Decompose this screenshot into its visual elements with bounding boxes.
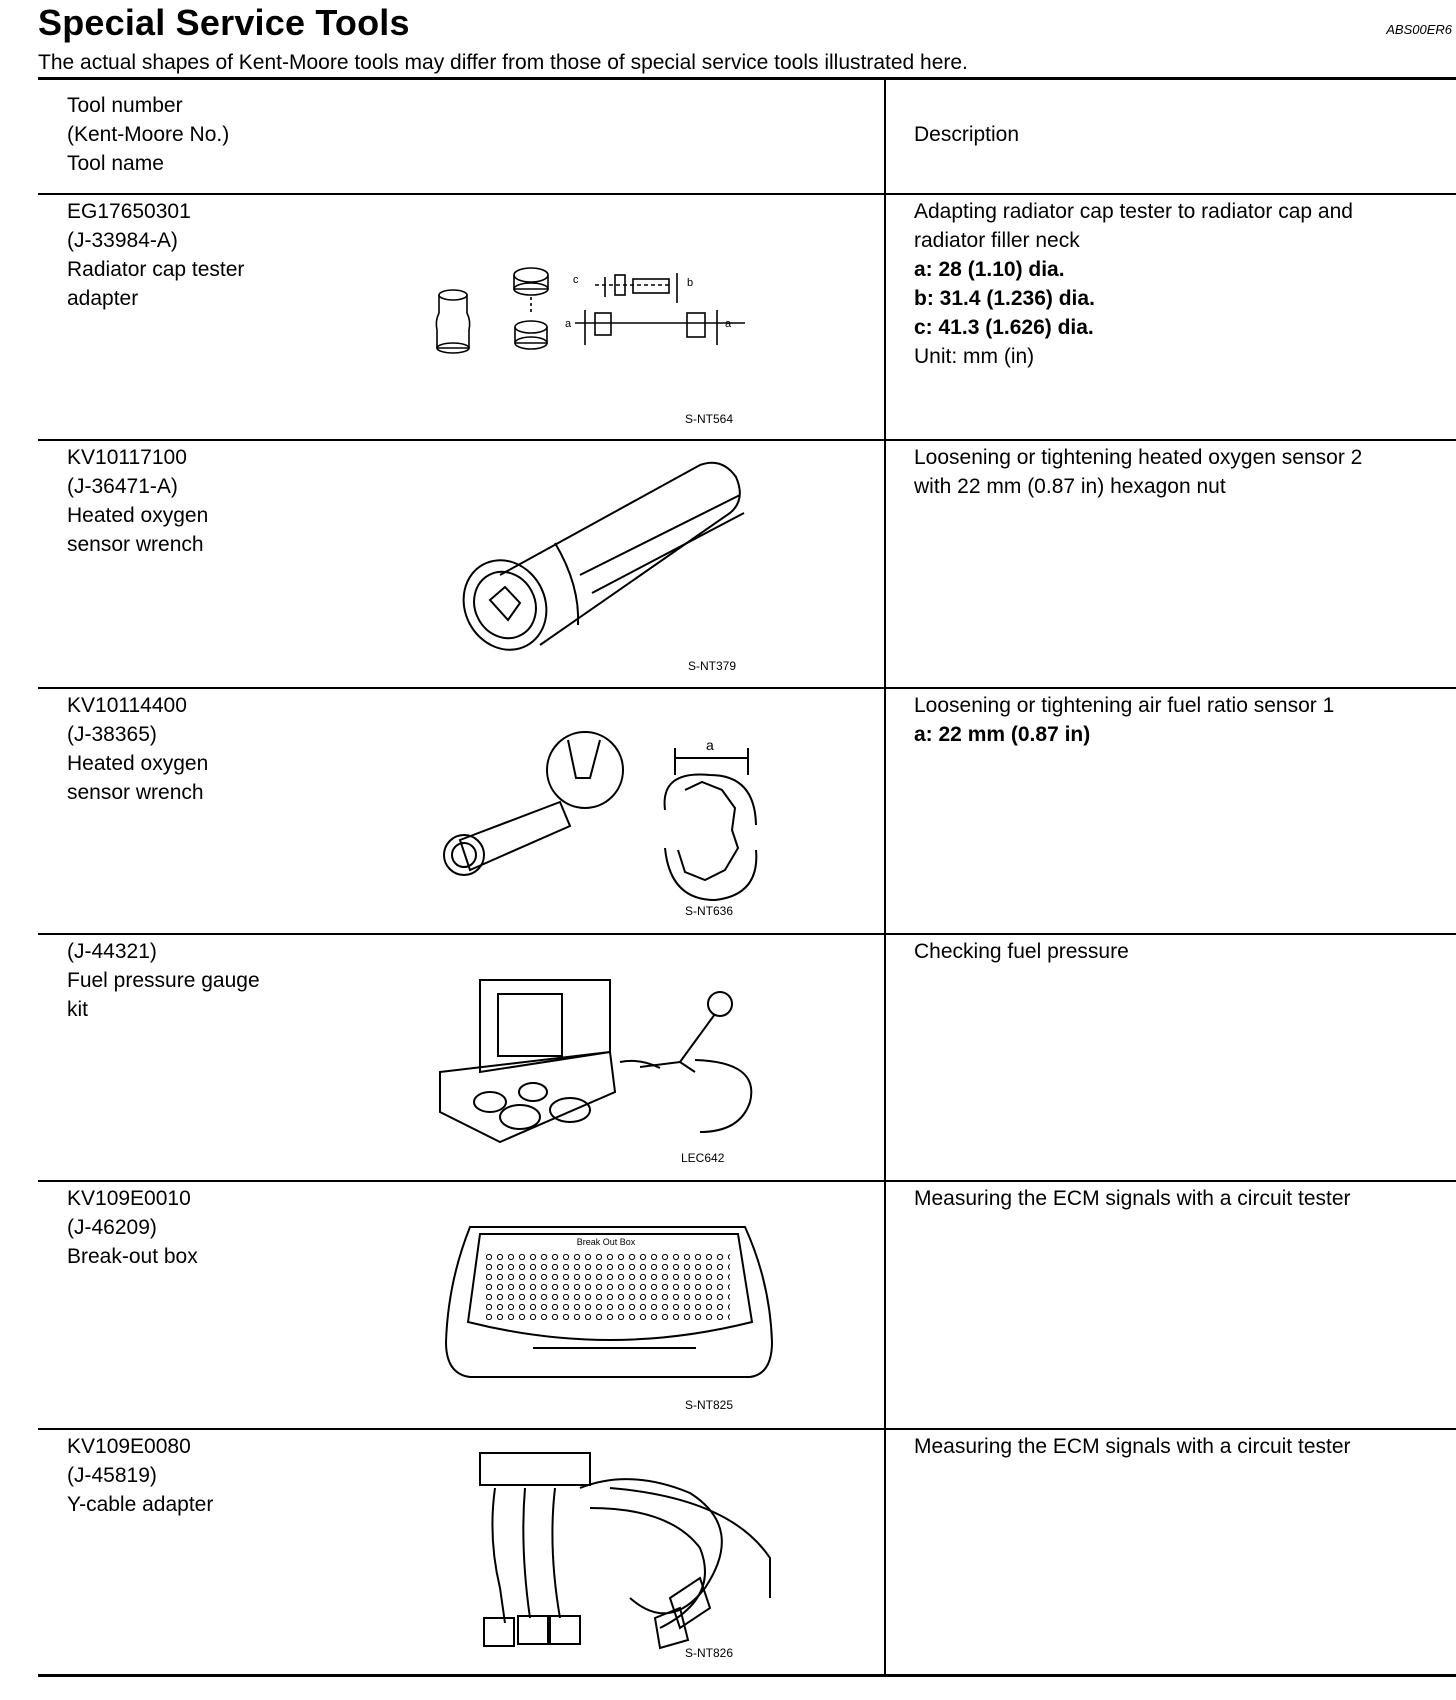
description-cell-row-2 <box>914 443 1444 501</box>
bottom-rule <box>38 1674 1456 1677</box>
description-line: Measuring the ECM signals with a circuit tester <box>914 1187 1351 1210</box>
tool-cell-row-3 <box>67 691 208 807</box>
row-divider <box>38 1428 1456 1430</box>
description-line: Loosening or tightening air fuel ratio sensor 1 <box>914 694 1335 717</box>
tool-number: KV109E0080 <box>67 1435 191 1458</box>
kent-moore-number: (J-36471-A) <box>67 475 178 498</box>
flare-nut-wrench-icon <box>440 730 780 910</box>
tool-name-line: Fuel pressure gauge <box>67 969 260 992</box>
description-cell-row-5 <box>914 1184 1444 1213</box>
tool-number: EG17650301 <box>67 200 191 223</box>
tool-cell-row-6 <box>67 1432 213 1519</box>
kent-moore-number: (J-46209) <box>67 1216 157 1239</box>
tool-number: KV10117100 <box>67 446 187 469</box>
header-tool-cell <box>67 91 229 178</box>
figure-label: S-NT379 <box>688 659 737 673</box>
figure-label: S-NT826 <box>685 1646 734 1660</box>
y-cable-adapter-icon <box>470 1448 790 1658</box>
description-cell-row-4 <box>914 937 1444 966</box>
tool-name-line: Break-out box <box>67 1245 198 1268</box>
box-caption: Break Out Box <box>576 1237 636 1247</box>
row-divider <box>38 1180 1456 1182</box>
figure-label: LEC642 <box>681 1151 725 1165</box>
column-divider <box>884 80 886 1674</box>
description-line: Measuring the ECM signals with a circuit tester <box>914 1435 1351 1458</box>
row-divider <box>38 933 1456 935</box>
tool-name-line: adapter <box>67 287 139 310</box>
row-divider <box>38 687 1456 689</box>
description-cell-row-6 <box>914 1432 1444 1461</box>
description-line: with 22 mm (0.87 in) hexagon nut <box>914 475 1226 498</box>
row-divider <box>38 439 1456 441</box>
row-divider <box>38 193 1456 195</box>
description-cell-row-3 <box>914 691 1444 749</box>
dim-label-b: b <box>687 277 694 289</box>
description-line: Adapting radiator cap tester to radiator cap and <box>914 200 1353 223</box>
header-tool-name: Tool name <box>67 152 164 175</box>
description-line: radiator filler neck <box>914 229 1080 252</box>
tool-name-line: Y-cable adapter <box>67 1493 214 1516</box>
figure-label: S-NT564 <box>685 412 734 426</box>
document-id: ABS00ER6 <box>1386 22 1452 37</box>
tool-name-line: Heated oxygen <box>67 504 209 527</box>
figure-label: S-NT636 <box>685 904 734 918</box>
unit-note: Unit: mm (in) <box>914 345 1035 368</box>
tool-number: KV10114400 <box>67 694 187 717</box>
page-title: Special Service Tools <box>38 2 410 43</box>
tool-name-line: sensor wrench <box>67 781 204 804</box>
tool-name-line: kit <box>67 998 88 1021</box>
tool-name-line: Heated oxygen <box>67 752 209 775</box>
tool-cell-row-1 <box>67 197 244 313</box>
socket-wrench-icon <box>460 455 770 660</box>
tool-number: KV109E0010 <box>67 1187 191 1210</box>
dimension-b: b: 31.4 (1.236) dia. <box>914 287 1095 310</box>
tool-cell-row-4 <box>67 937 260 1024</box>
header-kent-moore: (Kent-Moore No.) <box>67 123 230 146</box>
radiator-cap-tester-adapter-icon <box>425 255 785 385</box>
dimension-a: a: 28 (1.10) dia. <box>914 258 1065 281</box>
top-rule <box>38 77 1456 80</box>
header-description: Description <box>914 123 1020 146</box>
tool-name-line: Radiator cap tester <box>67 258 245 281</box>
figure-label: S-NT825 <box>685 1398 734 1412</box>
dimension-c: c: 41.3 (1.626) dia. <box>914 316 1094 339</box>
header-tool-number: Tool number <box>67 94 183 117</box>
break-out-box-icon <box>440 1222 780 1382</box>
dim-label-a: a <box>565 318 572 330</box>
tool-name-line: sensor wrench <box>67 533 204 556</box>
dim-label-a: a <box>706 737 714 753</box>
tool-cell-row-5 <box>67 1184 198 1271</box>
description-line: Loosening or tightening heated oxygen sensor 2 <box>914 446 1363 469</box>
dimension-a: a: 22 mm (0.87 in) <box>914 723 1091 746</box>
kent-moore-number: (J-44321) <box>67 940 157 963</box>
kent-moore-number: (J-33984-A) <box>67 229 178 252</box>
tool-cell-row-2 <box>67 443 208 559</box>
description-cell-row-1 <box>914 197 1444 371</box>
description-line: Checking fuel pressure <box>914 940 1129 963</box>
dim-label-a: a <box>725 318 732 330</box>
kent-moore-number: (J-45819) <box>67 1464 157 1487</box>
page-subtitle: The actual shapes of Kent-Moore tools may differ from those of special service tools illustrated here. <box>38 51 968 74</box>
fuel-pressure-gauge-kit-icon <box>430 972 780 1152</box>
dim-label-c: c <box>573 274 579 286</box>
kent-moore-number: (J-38365) <box>67 723 157 746</box>
